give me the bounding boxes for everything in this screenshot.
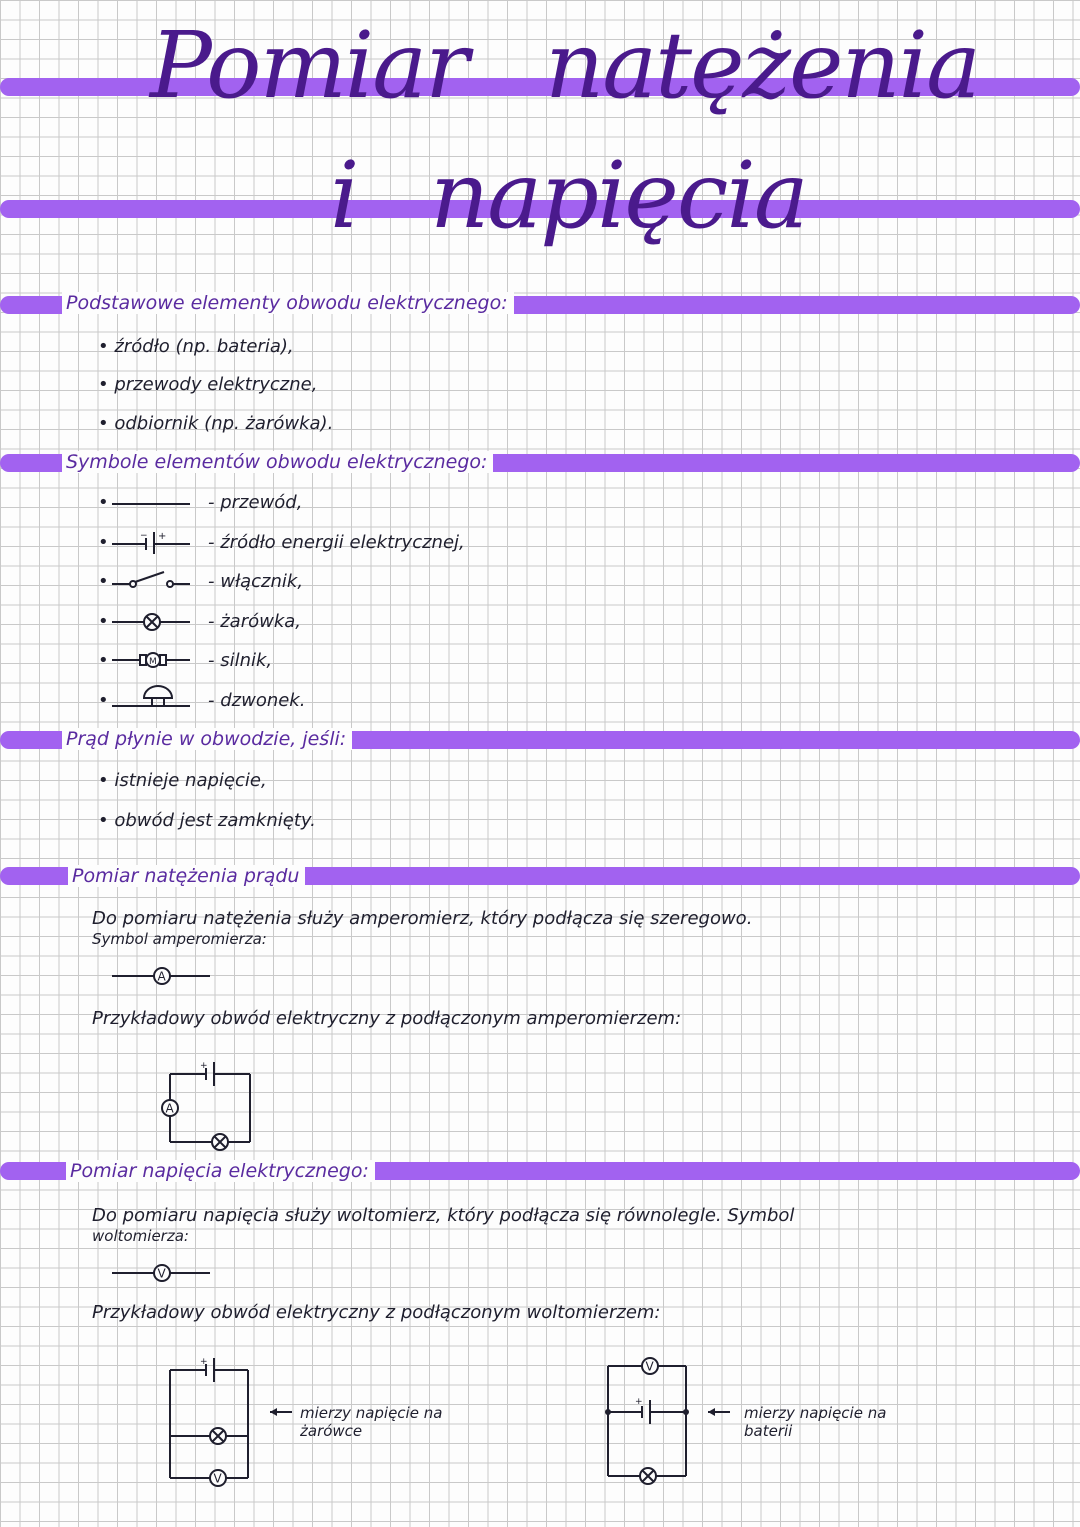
list-item: • przewody elektryczne, — [98, 374, 317, 395]
motor-symbol-icon — [112, 650, 192, 670]
arrow-left-icon — [268, 1406, 294, 1418]
title-word-pomiar: Pomiar — [150, 12, 468, 119]
symbol-label-switch: - włącznik, — [208, 571, 304, 592]
note-battery-line1: mierzy napięcie na — [744, 1404, 887, 1422]
svg-text:+: + — [158, 531, 167, 542]
svg-text:+: + — [200, 1061, 208, 1071]
symbol-label-battery: - źródło energii elektrycznej, — [208, 532, 465, 553]
ammeter-text: Do pomiaru natężenia służy amperomierz, który podłącza się szeregowo. — [92, 908, 753, 929]
circuit-voltmeter-letter: V — [213, 1471, 222, 1486]
symbol-bullet: • — [98, 492, 109, 513]
section-heading-symbols: Symbole elementów obwodu elektrycznego: — [62, 451, 493, 473]
svg-text:−: − — [140, 531, 148, 541]
bell-symbol-icon — [112, 682, 192, 710]
voltmeter-example-caption: Przykładowy obwód elektryczny z podłączonym woltomierzem: — [92, 1302, 661, 1323]
symbol-label-bell: - dzwonek. — [208, 690, 306, 711]
title-word-i: i — [330, 142, 358, 249]
list-item: • źródło (np. bateria), — [98, 336, 294, 357]
voltmeter-symbol-icon — [112, 1262, 212, 1284]
section-heading-ammeter: Pomiar natężenia prądu — [68, 865, 305, 887]
circuit2-voltmeter-letter: V — [645, 1359, 654, 1374]
symbol-label-bulb: - żarówka, — [208, 611, 302, 632]
section-heading-current: Prąd płynie w obwodzie, jeśli: — [62, 728, 352, 750]
title-word-napiecia: napięcia — [430, 142, 807, 249]
voltmeter-battery-circuit-diagram — [598, 1356, 698, 1486]
bulb-symbol-icon — [112, 612, 192, 632]
wire-symbol-icon — [112, 494, 192, 514]
list-item: • obwód jest zamknięty. — [98, 810, 316, 831]
ammeter-letter: A — [157, 969, 166, 984]
list-item: • odbiornik (np. żarówka). — [98, 413, 333, 434]
symbol-label-wire: - przewód, — [208, 492, 303, 513]
symbol-label-motor: - silnik, — [208, 650, 273, 671]
ammeter-example-caption: Przykładowy obwód elektryczny z podłączonym amperomierzem: — [92, 1008, 682, 1029]
title-word-natezenia: natężenia — [545, 12, 979, 119]
ammeter-circuit-diagram — [160, 1062, 260, 1152]
svg-text:M: M — [149, 657, 157, 667]
symbol-bullet: • — [98, 611, 109, 632]
symbol-bullet: • — [98, 571, 109, 592]
note-battery-line2: baterii — [744, 1422, 793, 1440]
ammeter-symbol-caption: Symbol amperomierza: — [92, 930, 267, 948]
section-heading-voltmeter: Pomiar napięcia elektrycznego: — [66, 1160, 375, 1182]
list-item: • istnieje napięcie, — [98, 770, 267, 791]
note-bulb-line1: mierzy napięcie na — [300, 1404, 443, 1422]
section-heading-basic: Podstawowe elementy obwodu elektrycznego: — [62, 292, 514, 314]
circuit-ammeter-letter: A — [165, 1101, 174, 1116]
voltmeter-symbol-caption: woltomierza: — [92, 1227, 189, 1245]
switch-symbol-icon — [112, 568, 192, 592]
symbol-bullet: • — [98, 690, 109, 711]
voltmeter-bulb-circuit-diagram — [160, 1356, 260, 1496]
battery-symbol-icon — [112, 530, 192, 554]
arrow-left-icon — [706, 1406, 732, 1418]
voltmeter-letter: V — [157, 1266, 166, 1281]
symbol-bullet: • — [98, 532, 109, 553]
svg-text:+: + — [200, 1357, 208, 1367]
ammeter-symbol-icon — [112, 965, 212, 987]
svg-text:+: + — [635, 1397, 643, 1407]
symbol-bullet: • — [98, 650, 109, 671]
note-bulb-line2: żarówce — [300, 1422, 363, 1440]
voltmeter-text: Do pomiaru napięcia służy woltomierz, który podłącza się równolegle. Symbol — [92, 1205, 795, 1226]
